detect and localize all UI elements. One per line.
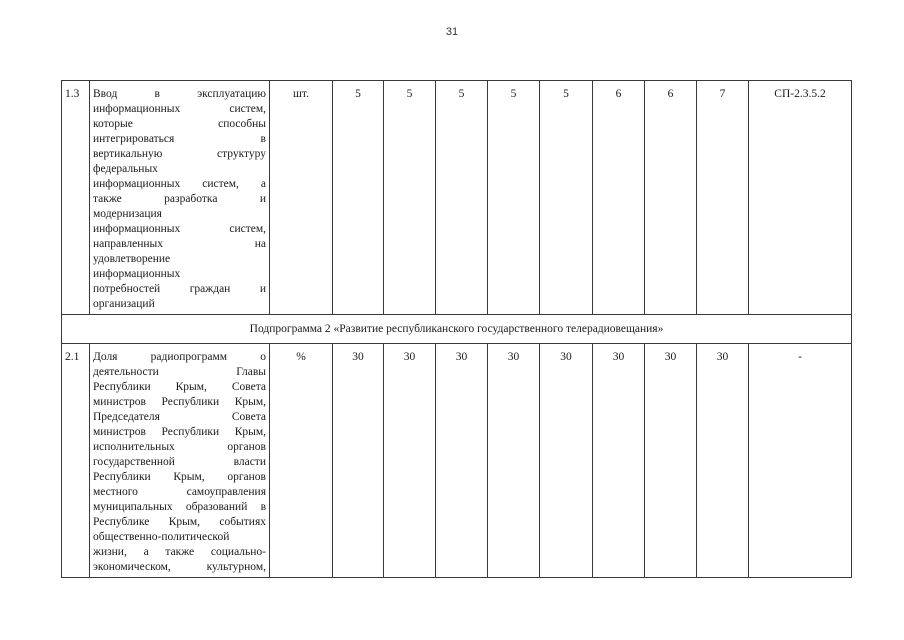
subprogram-title: Подпрограмма 2 «Развитие республиканского государственного телерадиовещания»	[62, 315, 852, 344]
description-lines: Доля радиопрограмм о деятельности Главы Республики Крым, Совета министров Республики Крым, Председателя Совета министров Республики Крым, исполнительных органов государственной власти Республики Крым, органов местного самоуправления муниципальных образований в Республике Крым, событиях общественно-политической жизни, а также социально- экономическом, культурном,	[93, 351, 266, 573]
value-cell: 30	[593, 344, 645, 578]
indicator-description	[90, 81, 270, 315]
row-number: 2.1	[62, 344, 90, 578]
value-cell: 5	[488, 81, 540, 315]
reference-cell: СП-2.3.5.2	[749, 81, 852, 315]
unit-cell: %	[270, 344, 333, 578]
table-row	[62, 81, 852, 315]
value-cell: 30	[540, 344, 593, 578]
value-cell: 30	[384, 344, 436, 578]
subprogram-row	[62, 315, 852, 344]
table-row	[62, 344, 852, 578]
value-cell: 30	[645, 344, 697, 578]
reference-cell: -	[749, 344, 852, 578]
value-cell: 30	[488, 344, 540, 578]
value-cell: 6	[593, 81, 645, 315]
value-cell: 7	[697, 81, 749, 315]
indicator-description	[90, 344, 270, 578]
value-cell: 6	[645, 81, 697, 315]
value-cell: 30	[333, 344, 384, 578]
value-cell: 30	[697, 344, 749, 578]
value-cell: 5	[540, 81, 593, 315]
page-number: 31	[445, 26, 459, 38]
value-cell: 5	[384, 81, 436, 315]
unit-cell: шт.	[270, 81, 333, 315]
row-number: 1.3	[62, 81, 90, 315]
value-cell: 30	[436, 344, 488, 578]
indicator-table	[61, 80, 852, 578]
value-cell: 5	[333, 81, 384, 315]
description-lines: Ввод в эксплуатацию информационных систем, которые способны интегрироваться в вертикальную структуру федеральных информационных систем, а также разработка и модернизация информационных систем, направленных на удовлетворение информационных потребностей граждан и организаций	[93, 88, 266, 310]
value-cell: 5	[436, 81, 488, 315]
